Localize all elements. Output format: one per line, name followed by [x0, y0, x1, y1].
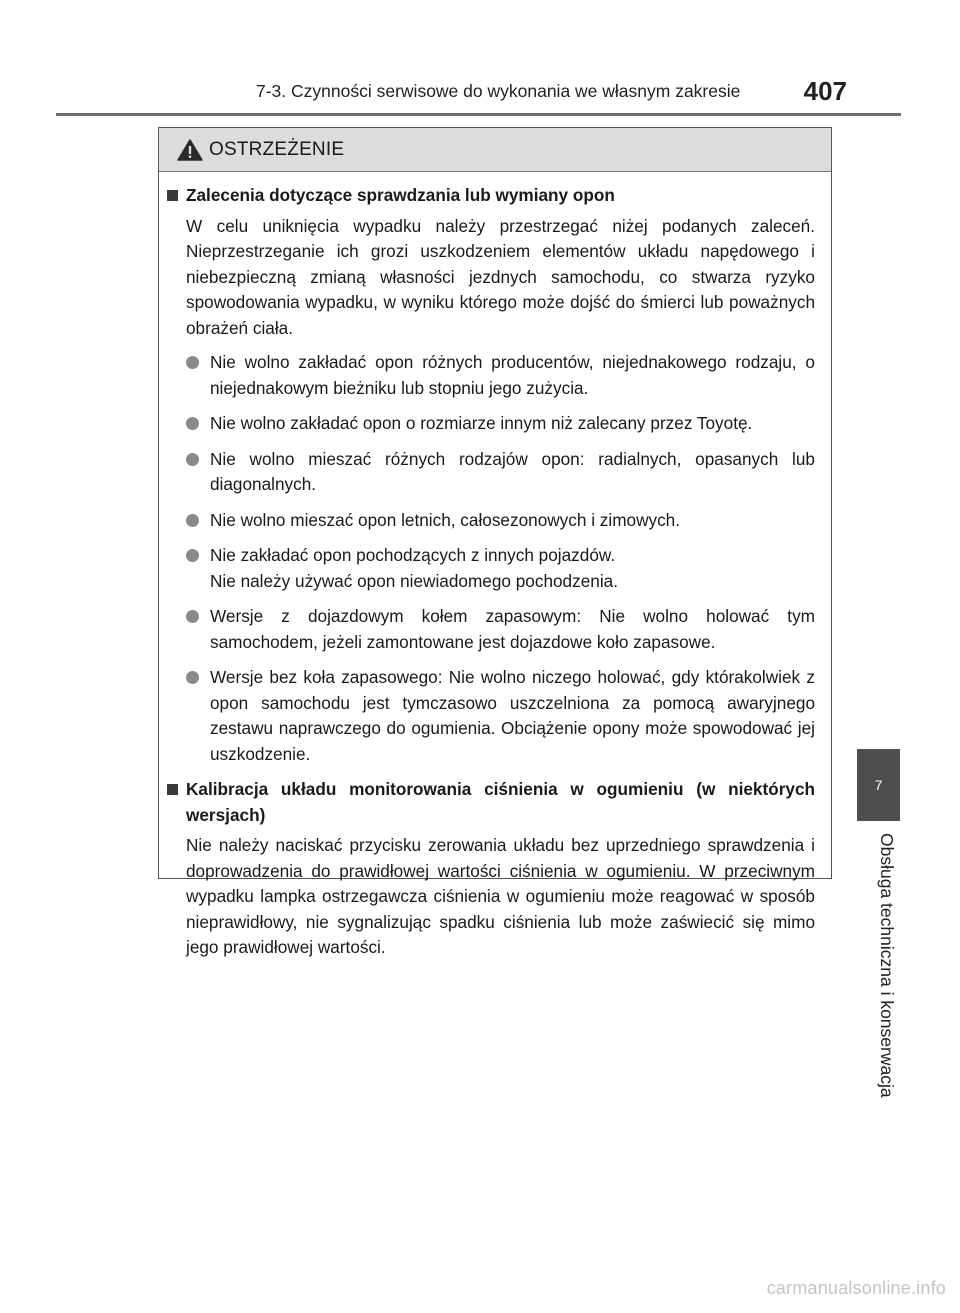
- warning-body: [159, 172, 831, 961]
- list-item: [186, 350, 815, 401]
- list-item-text: Nie wolno mieszać opon letnich, całosezonowych i zimowych.: [210, 509, 681, 530]
- bullet-list: [186, 350, 815, 767]
- list-item-text: Nie zakładać opon pochodzących z innych pojazdów. Nie należy używać opon niewiadomego pochodzenia.: [210, 545, 618, 591]
- list-item: [186, 411, 815, 437]
- circle-bullet-icon: [186, 514, 199, 527]
- list-item: [186, 665, 815, 767]
- list-item: [186, 508, 815, 534]
- section-paragraph: Nie należy naciskać przycisku zerowania układu bez uprzedniego sprawdzenia i doprowadzenia do prawidłowej wartości ciśnienia w ogumieniu. W przeciwnym wypadku lampka ostrzegawcza ciśnienia w ogumieniu może reagować w sposób nieprawidłowy, nie sygnalizując spadku ciśnienia lub może zaświecić się mimo jego prawidłowej wartości.: [186, 835, 815, 957]
- chapter-number: 7: [874, 777, 883, 793]
- page-header-title: 7-3. Czynności serwisowe do wykonania we własnym zakresie: [256, 81, 741, 101]
- circle-bullet-icon: [186, 356, 199, 369]
- list-item-text: Wersje bez koła zapasowego: Nie wolno niczego holować, gdy którakolwiek z opon samochodu jest tymczasowo uszczelniona za pomocą awaryjnego zestawu naprawczego do ogumienia. Obciążenie opony może spowodować jej uszkodzenie.: [210, 667, 815, 764]
- watermark: carmanualsonline.info: [766, 1278, 946, 1298]
- warning-box: [158, 127, 832, 957]
- circle-bullet-icon: [186, 549, 199, 562]
- chapter-side-label: Obsługa techniczna i konserwacja: [877, 833, 897, 1098]
- square-bullet-icon: [167, 190, 178, 201]
- circle-bullet-icon: [186, 453, 199, 466]
- chapter-tab: [857, 749, 900, 821]
- warning-header: [159, 128, 831, 172]
- circle-bullet-icon: [186, 671, 199, 684]
- list-item: [186, 447, 815, 498]
- section-heading: [167, 777, 815, 828]
- list-item-text: Wersje z dojazdowym kołem zapasowym: Nie wolno holować tym samochodem, jeżeli zamontowane jest dojazdowe koło zapasowe.: [210, 606, 815, 652]
- page-number: 407: [803, 76, 847, 106]
- section-heading-text: Zalecenia dotyczące sprawdzania lub wymiany opon: [186, 185, 615, 205]
- warning-triangle-icon: [177, 139, 203, 161]
- square-bullet-icon: [167, 784, 178, 795]
- list-item-text: Nie wolno mieszać różnych rodzajów opon: radialnych, opasanych lub diagonalnych.: [210, 448, 815, 494]
- list-item-text: Nie wolno zakładać opon różnych producentów, niejednakowego rodzaju, o niejednakowym bieżniku lub stopniu jego zużycia.: [210, 352, 815, 398]
- section-paragraph: W celu uniknięcia wypadku należy przestrzegać niżej podanych zaleceń. Nieprzestrzeganie ich grozi uszkodzeniem elementów układu napędowego i niebezpieczną zmianą własności jezdnych samochodu, co stwarza ryzyko spowodowania wypadku, w wyniku którego może dojść do śmierci lub poważnych obrażeń ciała.: [186, 215, 815, 338]
- header-divider: [56, 113, 901, 116]
- section-heading-text: Kalibracja układu monitorowania ciśnienia w ogumieniu (w niektórych wersjach): [186, 779, 815, 825]
- warning-title: OSTRZEŻENIE: [209, 138, 345, 160]
- circle-bullet-icon: [186, 417, 199, 430]
- list-item: [186, 543, 815, 594]
- list-item: [186, 604, 815, 655]
- section-heading: [167, 183, 815, 209]
- list-item-text: Nie wolno zakładać opon o rozmiarze innym niż zalecany przez Toyotę.: [210, 413, 753, 433]
- circle-bullet-icon: [186, 610, 199, 623]
